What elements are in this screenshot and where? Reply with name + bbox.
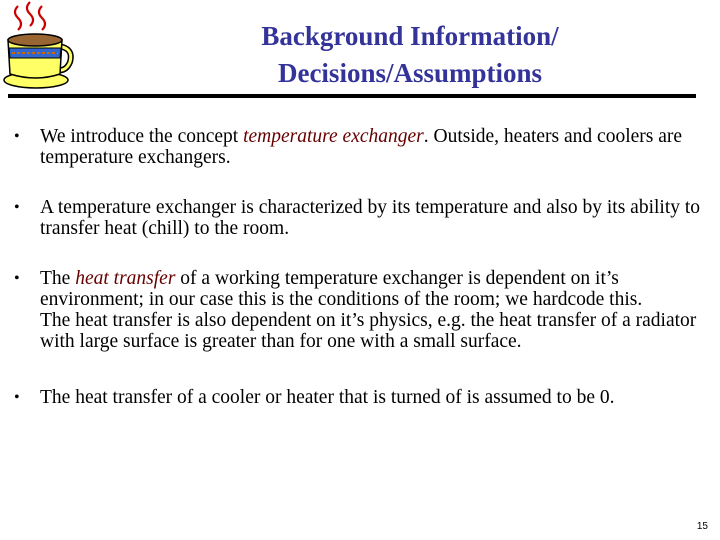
bullet-item (14, 126, 714, 168)
title-line-1: Background Information/ (261, 21, 559, 51)
bullet-emphasis: temperature exchanger (243, 126, 424, 147)
coffee-mug-icon (0, 0, 80, 92)
bullet-emphasis: heat transfer (75, 268, 176, 289)
bullet-text-line2: The heat transfer is also dependent on it’s physics, e.g. the heat transfer of a radiator with large surface is greater than for one with a small surface. (40, 310, 697, 352)
bullet-text-pre: The (40, 268, 76, 289)
bullet-text: A temperature exchanger is characterized by its temperature and also by its ability to transfer heat (chill) to the room. (40, 197, 701, 239)
title-line-2: Decisions/Assumptions (277, 58, 543, 88)
bullet-text-post: of a working temperature exchanger is dependent on it’s environment; in our case this is the conditions of the room; we hardcode this. (40, 268, 643, 310)
bullet-dot: • (14, 270, 20, 287)
bullet-dot: • (14, 128, 20, 145)
bullet-dot: • (14, 199, 20, 216)
slide-title (150, 18, 670, 92)
bullet-item (14, 268, 714, 352)
bullet-text: The heat transfer of a cooler or heater that is turned of is assumed to be 0. (40, 387, 615, 408)
page-number: 15 (696, 521, 708, 532)
bullet-item (14, 197, 714, 239)
title-divider (8, 94, 696, 98)
bullet-text-post: . Outside, heaters and coolers are temperature exchangers. (40, 126, 683, 168)
bullet-text-pre: We introduce the concept (40, 126, 244, 147)
bullet-list (14, 126, 714, 408)
bullet-item (14, 387, 714, 408)
bullet-dot: • (14, 389, 20, 406)
